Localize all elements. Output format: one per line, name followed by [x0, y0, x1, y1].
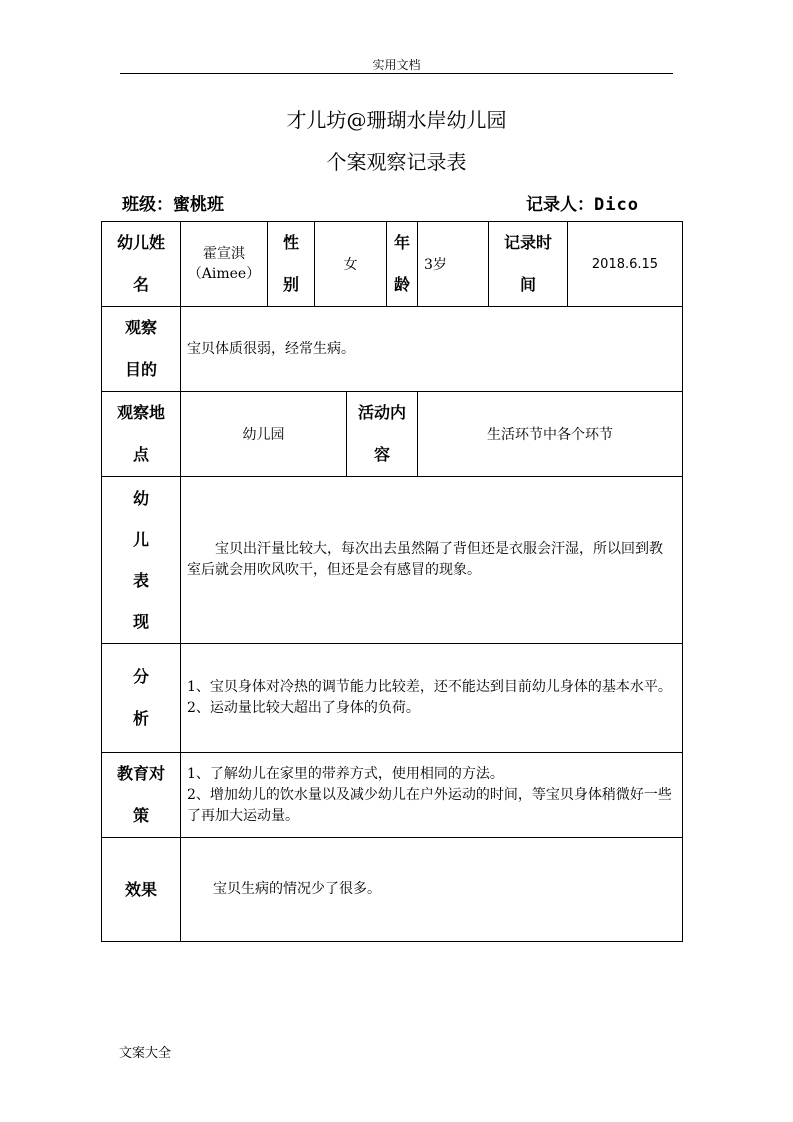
place-label: 观察地	[116, 403, 165, 422]
record-time-label: 记录时	[503, 233, 552, 252]
purpose-label-cont: 目的	[124, 360, 157, 379]
strategy-label-cont: 策	[132, 806, 149, 825]
record-time-label-cont: 间	[519, 275, 536, 294]
strategy-text	[181, 753, 683, 838]
behavior-label-char: 儿	[132, 530, 149, 549]
activity-value: 生活环节中各个环节	[418, 392, 683, 477]
header-divider	[120, 73, 673, 74]
child-name-label-cell	[102, 222, 181, 307]
behavior-label-char: 表	[132, 571, 149, 590]
table-row	[102, 307, 683, 392]
purpose-label: 观察	[124, 318, 157, 337]
document-title: 才儿坊@珊瑚水岸幼儿园	[286, 108, 507, 132]
analysis-label: 分	[132, 667, 149, 686]
analysis-item: 2、运动量比较大超出了身体的负荷。	[187, 700, 420, 716]
strategy-label-cell	[102, 753, 181, 838]
strategy-item: 2、增加幼儿的饮水量以及减少幼儿在户外运动的时间，等宝贝身体稍微好一些了再加大运动量。	[187, 786, 672, 824]
age-value: 3岁	[418, 222, 489, 307]
recorder-value: Dico	[594, 195, 639, 215]
page-header: 实用文档	[372, 58, 421, 72]
gender-label: 性	[282, 233, 299, 252]
table-row	[102, 838, 683, 942]
activity-label-cont: 容	[373, 445, 390, 464]
effect-text: 宝贝生病的情况少了很多。	[181, 838, 683, 942]
table-row	[102, 392, 683, 477]
analysis-label-cont: 析	[132, 709, 149, 728]
table-row	[102, 222, 683, 307]
child-english-name: （Aimee）	[187, 266, 261, 282]
place-label-cell	[102, 392, 181, 477]
analysis-item: 1、宝贝身体对冷热的调节能力比较差，还不能达到目前幼儿身体的基本水平。	[187, 679, 672, 695]
record-time-label-cell	[489, 222, 568, 307]
recorder-field	[526, 190, 639, 215]
strategy-label: 教育对	[116, 764, 165, 783]
page-footer: 文案大全	[119, 1046, 172, 1061]
child-name: 霍宣淇	[203, 246, 245, 262]
gender-value: 女	[315, 222, 387, 307]
document-subtitle: 个案观察记录表	[326, 150, 467, 174]
age-label: 年	[393, 233, 410, 252]
purpose-text: 宝贝体质很弱，经常生病。	[181, 307, 683, 392]
purpose-label-cell	[102, 307, 181, 392]
analysis-label-cell	[102, 644, 181, 753]
table-row	[102, 753, 683, 838]
behavior-label-char: 现	[132, 612, 149, 631]
place-value: 幼儿园	[181, 392, 347, 477]
observation-record-table	[101, 221, 683, 942]
recorder-label: 记录人：	[526, 195, 594, 215]
child-name-label-cont: 名	[132, 275, 149, 294]
behavior-label-cell	[102, 477, 181, 644]
activity-label: 活动内	[357, 403, 406, 422]
behavior-text: 宝贝出汗量比较大，每次出去虽然隔了背但还是衣服会汗湿，所以回到教室后就会用吹风吹干，但还是会有感冒的现象。	[181, 477, 683, 644]
class-label: 班级：蜜桃班	[122, 195, 224, 215]
age-label-cell	[387, 222, 418, 307]
strategy-item: 1、了解幼儿在家里的带养方式，使用相同的方法。	[187, 765, 504, 782]
gender-label-cont: 别	[282, 275, 299, 294]
table-row	[102, 644, 683, 753]
child-name-value	[181, 222, 268, 307]
activity-label-cell	[347, 392, 418, 477]
place-label-cont: 点	[132, 445, 149, 464]
gender-label-cell	[268, 222, 315, 307]
child-name-label: 幼儿姓	[116, 233, 165, 252]
analysis-text	[181, 644, 683, 753]
behavior-label-char: 幼	[132, 489, 149, 508]
age-label-cont: 龄	[393, 275, 410, 294]
record-time-value: 2018.6.15	[568, 222, 683, 307]
table-row	[102, 477, 683, 644]
effect-label: 效果	[102, 838, 181, 942]
